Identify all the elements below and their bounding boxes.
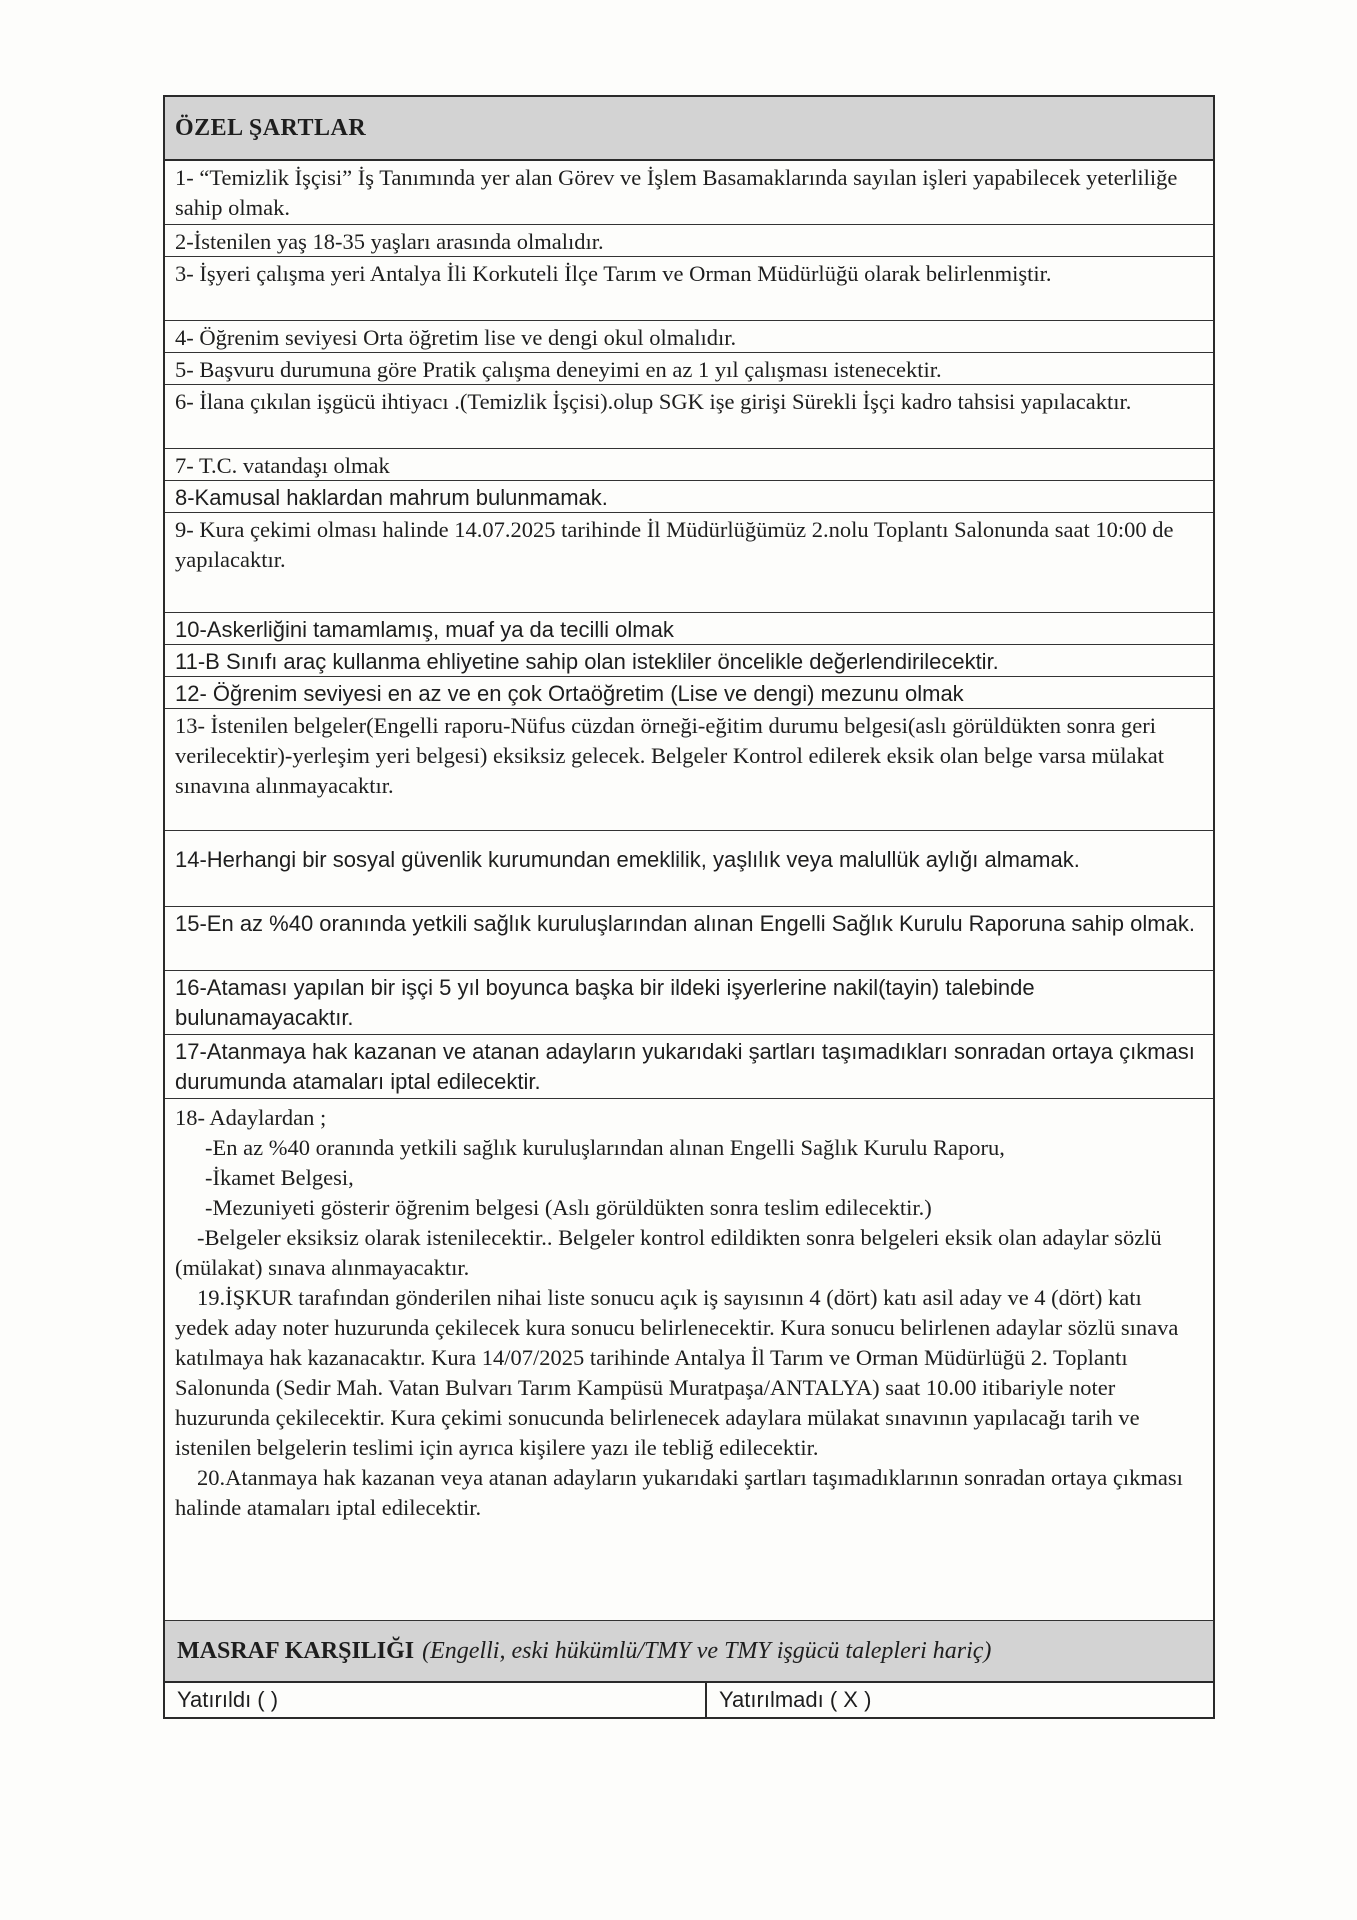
item-18-sub-diploma: -Mezuniyeti gösterir öğrenim belgesi (Aslı görüldükten sonra teslim edilecektir.) [205,1195,932,1220]
condition-item-18-block [165,1099,1213,1621]
condition-item-16: 16-Ataması yapılan bir işçi 5 yıl boyunca başka bir ildeki işyerlerine nakil(tayin) talebinde bulunamayacaktır. [165,971,1213,1035]
payment-option-paid: Yatırıldı ( ) [165,1683,707,1717]
condition-item-4: 4- Öğrenim seviyesi Orta öğretim lise ve dengi okul olmalıdır. [165,321,1213,353]
condition-item-5: 5- Başvuru durumuna göre Pratik çalışma deneyimi en az 1 yıl çalışması istenecektir. [165,353,1213,385]
condition-item-20: 20.Atanmaya hak kazanan veya atanan adayların yukarıdaki şartları taşımadıklarının sonradan ortaya çıkması halinde atamaları iptal edilecektir. [175,1465,1183,1520]
condition-item-2: 2-İstenilen yaş 18-35 yaşları arasında olmalıdır. [165,225,1213,257]
condition-item-15: 15-En az %40 oranında yetkili sağlık kuruluşlarından alınan Engelli Sağlık Kurulu Raporuna sahip olmak. [165,907,1213,971]
masraf-header [165,1621,1213,1683]
condition-item-14: 14-Herhangi bir sosyal güvenlik kurumundan emeklilik, yaşlılık veya malullük aylığı almamak. [165,831,1213,907]
masraf-note: (Engelli, eski hükümlü/TMY ve TMY işgücü talepleri hariç) [422,1637,992,1664]
ozel-sartlar-title: ÖZEL ŞARTLAR [165,97,1213,161]
condition-item-17: 17-Atanmaya hak kazanan ve atanan adayların yukarıdaki şartları taşımadıkları sonradan ortaya çıkması durumunda atamaları iptal edilecektir. [165,1035,1213,1099]
masraf-title: MASRAF KARŞILIĞI [177,1637,415,1664]
condition-item-13: 13- İstenilen belgeler(Engelli raporu-Nüfus cüzdan örneği-eğitim durumu belgesi(aslı görüldükten sonra geri verilecektir)-yerleşim yeri belgesi) eksiksiz gelecek. Belgeler Kontrol edilerek eksik olan belge varsa mülakat sınavına alınmayacaktır. [165,709,1213,831]
condition-item-11: 11-B Sınıfı araç kullanma ehliyetine sahip olan istekliler öncelikle değerlendirilecektir. [165,645,1213,677]
condition-item-3: 3- İşyeri çalışma yeri Antalya İli Korkuteli İlçe Tarım ve Orman Müdürlüğü olarak belirlenmiştir. [165,257,1213,321]
payment-option-not-paid: Yatırılmadı ( X ) [719,1687,872,1712]
condition-item-12: 12- Öğrenim seviyesi en az ve en çok Ortaöğretim (Lise ve dengi) mezunu olmak [165,677,1213,709]
condition-item-19: 19.İŞKUR tarafından gönderilen nihai liste sonucu açık iş sayısının 4 (dört) katı asil aday ve 4 (dört) katı yedek aday noter huzurunda çekilecek kura sonucu belirlenecektir. Kura sonucu belirlenen adaylar sözlü sınava katılmaya hak kazanacaktır. Kura 14/07/2025 tarihinde Antalya İl Tarım ve Orman Müdürlüğü 2. Toplantı Salonunda (Sedir Mah. Vatan Bulvarı Tarım Kampüsü Muratpaşa/ANTALYA) saat 10.00 itibariyle noter huzurunda çekilecektir. Kura çekimi sonucunda belirlenecek adaylara mülakat sınavının yapılacağı tarih ve istenilen belgelerin teslimi için ayrıca kişilere yazı ile tebliğ edilecektir. [175,1285,1179,1460]
condition-item-1: 1- “Temizlik İşçisi” İş Tanımında yer alan Görev ve İşlem Basamaklarında sayılan işleri yapabilecek yeterliliğe sahip olmak. [165,161,1213,225]
payment-options-row [165,1683,1213,1719]
condition-item-10: 10-Askerliğini tamamlamış, muaf ya da tecilli olmak [165,613,1213,645]
item-18-heading: 18- Adaylardan ; [175,1105,327,1130]
ozel-sartlar-table [163,95,1215,1719]
condition-item-8: 8-Kamusal haklardan mahrum bulunmamak. [165,481,1213,513]
item-18-sub-documents: -Belgeler eksiksiz olarak istenilecektir.. Belgeler kontrol edildikten sonra belgeleri eksik olan adaylar sözlü (mülakat) sınava alınmayacaktır. [175,1225,1162,1280]
condition-item-9: 9- Kura çekimi olması halinde 14.07.2025 tarihinde İl Müdürlüğümüz 2.nolu Toplantı Salonunda saat 10:00 de yapılacaktır. [165,513,1213,613]
ozel-sartlar-frame [163,95,1215,1719]
condition-item-7: 7- T.C. vatandaşı olmak [165,449,1213,481]
item-18-sub-residence: -İkamet Belgesi, [205,1165,354,1190]
condition-item-6: 6- İlana çıkılan işgücü ihtiyacı .(Temizlik İşçisi).olup SGK işe girişi Sürekli İşçi kadro tahsisi yapılacaktır. [165,385,1213,449]
item-18-sub-health-report: -En az %40 oranında yetkili sağlık kuruluşlarından alınan Engelli Sağlık Kurulu Raporu, [205,1135,1005,1160]
